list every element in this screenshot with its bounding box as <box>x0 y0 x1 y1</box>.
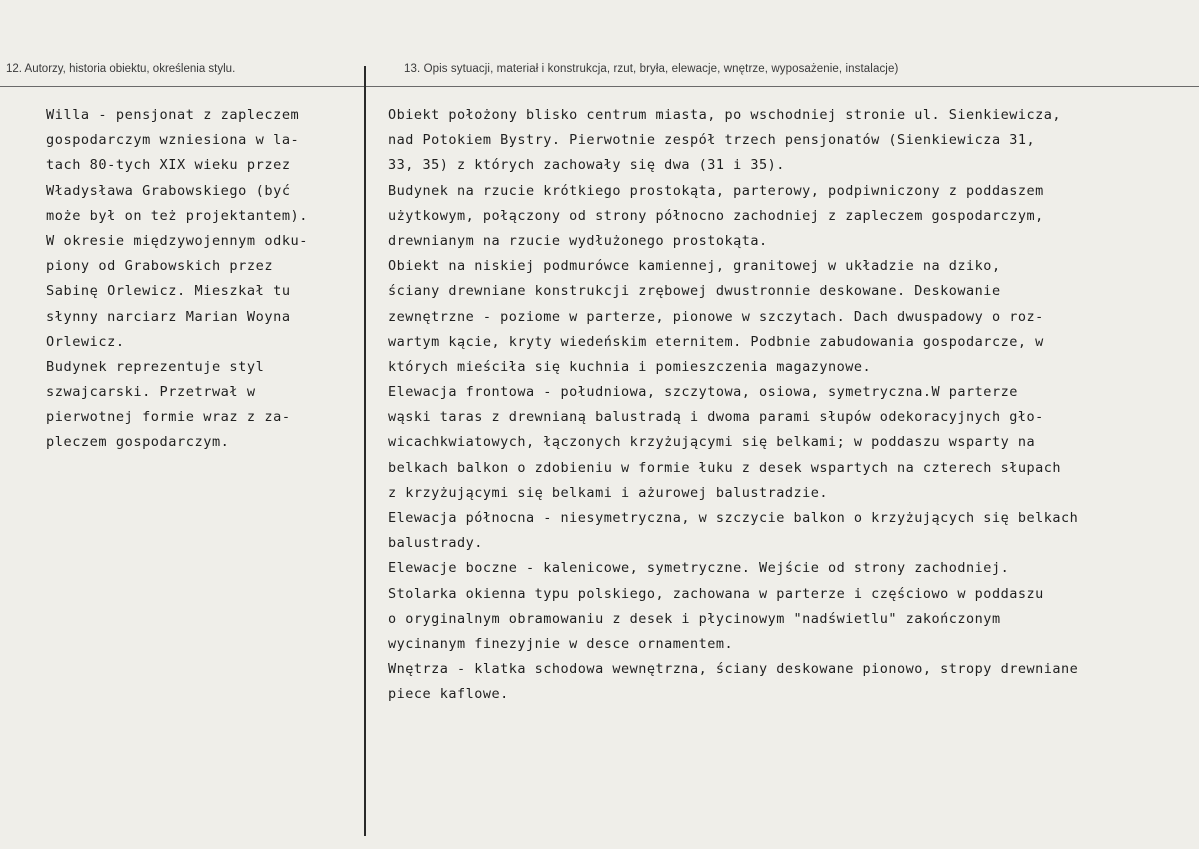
description-text-line: Obiekt na niskiej podmurówce kamiennej, granitowej w układzie na dziko, <box>388 258 1001 275</box>
description-text-line: wicachkwiatowych, łączonych krzyżującymi się belkami; w poddaszu wsparty na <box>388 434 1036 451</box>
description-text-line: drewnianym na rzucie wydłużonego prostokąta. <box>388 232 768 249</box>
description-text-block <box>388 103 1194 708</box>
history-text-line: pleczem gospodarczym. <box>46 434 230 451</box>
description-text-line: których mieściła się kuchnia i pomieszczenia magazynowe. <box>388 358 872 375</box>
description-text-line: o oryginalnym obramowaniu z desek i płycinowym "nadświetlu" zakończonym <box>388 610 1001 627</box>
description-text-line: Budynek na rzucie krótkiego prostokąta, parterowy, podpiwniczony z poddaszem <box>388 182 1044 199</box>
description-text-line: piece kaflowe. <box>388 686 509 703</box>
description-text-line: Obiekt położony blisko centrum miasta, po wschodniej stronie ul. Sienkiewicza, <box>388 107 1061 123</box>
history-text-line: może był on też projektantem). <box>46 207 309 224</box>
history-text-line: piony od Grabowskich przez <box>46 258 274 275</box>
description-text-line: zewnętrzne - poziome w parterze, pionowe w szczytach. Dach dwuspadowy o roz- <box>388 308 1044 325</box>
description-text-line: z krzyżującymi się belkami i ażurowej balustradzie. <box>388 484 829 501</box>
section-12-header: 12. Autorzy, historia obiektu, określenia stylu. <box>6 63 236 75</box>
description-text-line: użytkowym, połączony od strony północno zachodniej z zapleczem gospodarczym, <box>388 207 1044 224</box>
description-text-line: ściany drewniane konstrukcji zrębowej dwustronnie deskowane. Deskowanie <box>388 283 1001 300</box>
description-text-line: Elewacja frontowa - południowa, szczytowa, osiowa, symetryczna.W parterze <box>388 384 1018 401</box>
history-text-line: słynny narciarz Marian Woyna <box>46 308 291 325</box>
description-text-line: wycinanym finezyjnie w desce ornamentem. <box>388 635 734 652</box>
description-text-line: Wnętrza - klatka schodowa wewnętrzna, ściany deskowane pionowo, stropy drewniane <box>388 661 1079 678</box>
history-text-line: W okresie międzywojennym odku- <box>46 232 309 249</box>
history-text-line: tach 80-tych XIX wieku przez <box>46 157 291 174</box>
history-text-line: Budynek reprezentuje styl <box>46 358 265 375</box>
description-text-line: wąski taras z drewnianą balustradą i dwoma parami słupów odekoracyjnych gło- <box>388 409 1044 426</box>
description-text-line: Stolarka okienna typu polskiego, zachowana w parterze i częściowo w poddaszu <box>388 585 1044 602</box>
history-text-line: Sabinę Orlewicz. Mieszkał tu <box>46 283 291 300</box>
description-text-line: nad Potokiem Bystry. Pierwotnie zespół trzech pensjonatów (Sienkiewicza 31, <box>388 132 1036 149</box>
description-text-line: balustrady. <box>388 535 483 552</box>
column-divider <box>364 66 366 836</box>
description-text-line: belkach balkon o zdobieniu w formie łuku z desek wspartych na czterech słupach <box>388 459 1061 476</box>
history-text-line: Willa - pensjonat z zapleczem <box>46 107 300 123</box>
history-text-line: pierwotnej formie wraz z za- <box>46 409 291 426</box>
header-divider <box>0 86 1199 87</box>
section-13-header: 13. Opis sytuacji, materiał i konstrukcja, rzut, bryła, elewacje, wnętrze, wyposażenie, instalacje) <box>404 63 899 75</box>
history-text-line: szwajcarski. Przetrwał w <box>46 384 256 401</box>
history-text-line: Władysława Grabowskiego (być <box>46 182 291 199</box>
history-text-block <box>46 103 356 456</box>
description-text-line: Elewacje boczne - kalenicowe, symetryczne. Wejście od strony zachodniej. <box>388 560 1010 577</box>
description-text-line: Elewacja północna - niesymetryczna, w szczycie balkon o krzyżujących się belkach <box>388 510 1079 526</box>
history-text-line: Orlewicz. <box>46 333 125 350</box>
history-text-line: gospodarczym wzniesiona w la- <box>46 132 300 149</box>
description-text-line: 33, 35) z których zachowały się dwa (31 i 35). <box>388 157 785 174</box>
description-text-line: wartym kącie, kryty wiedeńskim eternitem. Podbnie zabudowania gospodarcze, w <box>388 333 1044 350</box>
